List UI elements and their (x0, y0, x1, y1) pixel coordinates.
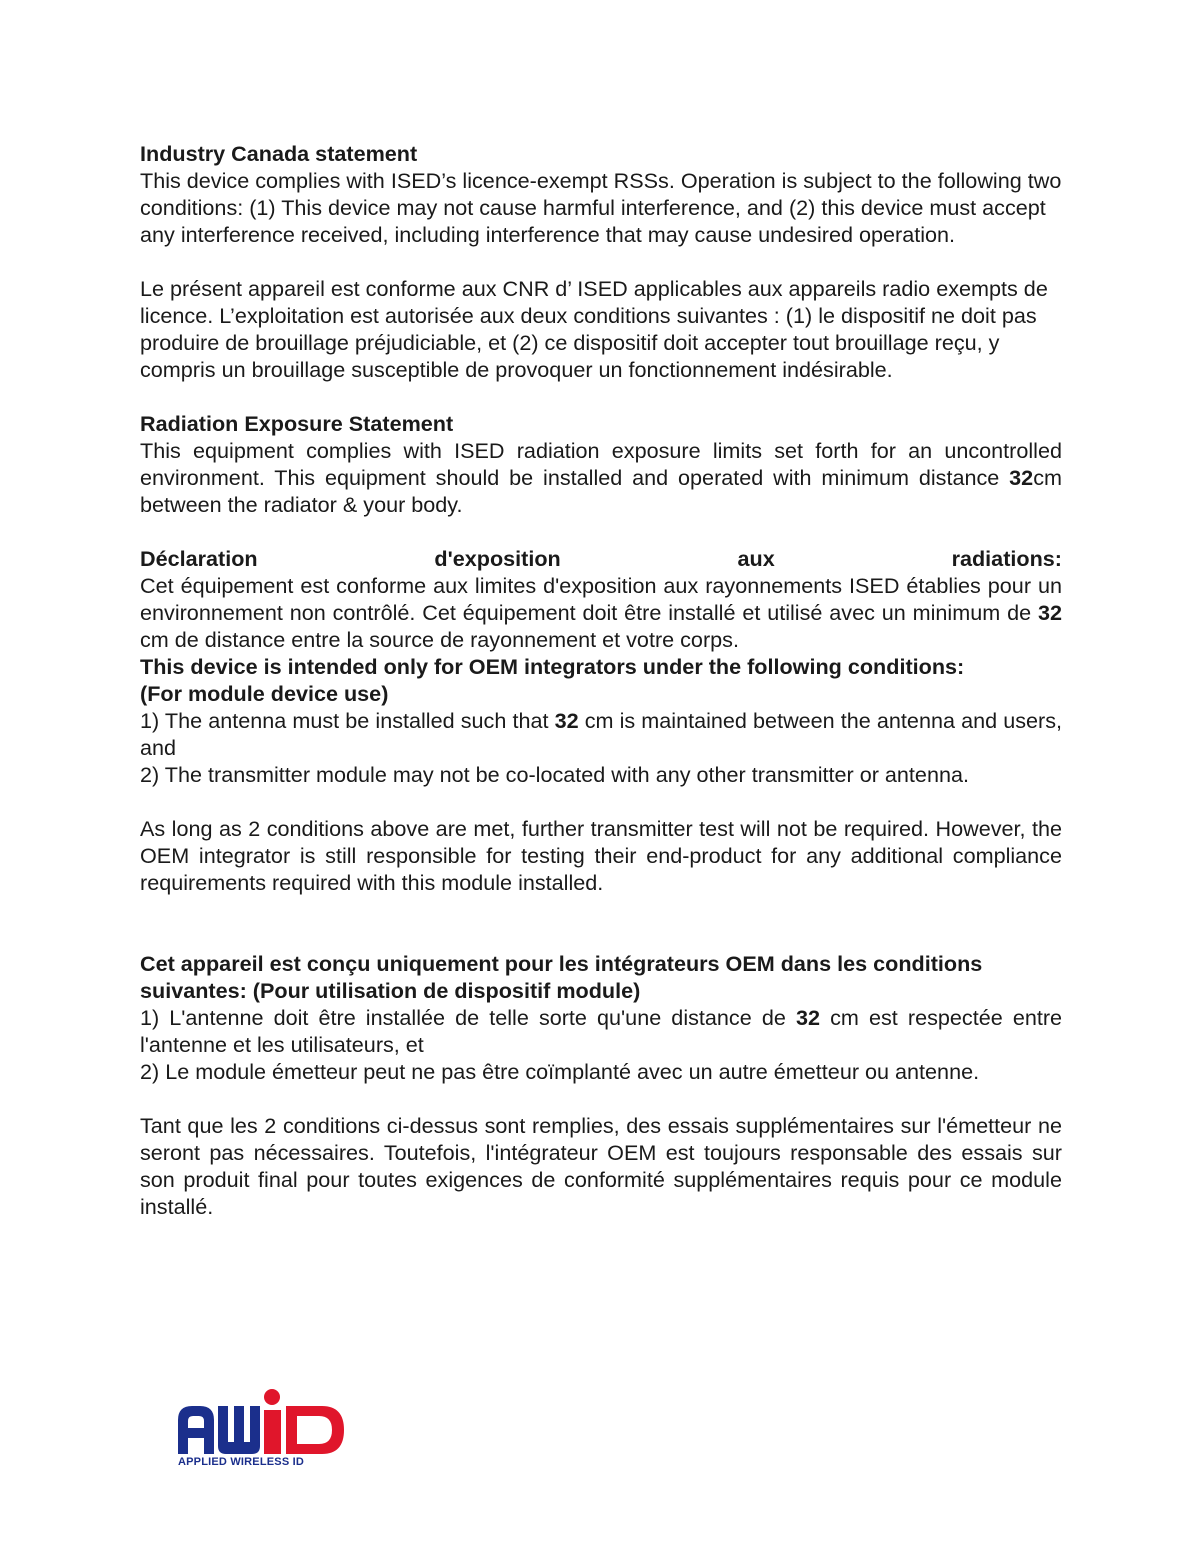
oem-subheading: (For module device use) (140, 681, 389, 706)
oem-condition-2: 2) The transmitter module may not be co-located with any other transmitter or antenna. (140, 762, 969, 787)
awid-logo (176, 1388, 346, 1474)
ic-english-text: This device complies with ISED’s licence-exempt RSSs. Operation is subject to the following two conditions: (1) This device may not cause harmful interference, and (2) this device must accept any interference received, including interference that may cause undesired operation. (140, 168, 1062, 247)
oem-heading: This device is intended only for OEM integrators under the following conditions: (140, 654, 965, 679)
awid-wordmark-icon (176, 1388, 346, 1458)
oem-condition-1: 1) The antenna must be installed such that 32 cm is maintained between the antenna and users, and (140, 708, 1063, 760)
oem-fr-heading: Cet appareil est conçu uniquement pour les intégrateurs OEM dans les conditions suivantes: (Pour utilisation de dispositif module) (140, 951, 983, 1003)
radiation-fr-distance: 32 (1037, 600, 1062, 625)
oem-fr-condition-1: 1) L'antenne doit être installée de telle sorte qu'une distance de 32 cm est respectée entre l'antenne et les utilisateurs, et (140, 1005, 1063, 1057)
radiation-fr-text: Cet équipement est conforme aux limites d'exposition aux rayonnements ISED établies pour un environnement non contrôlé. Cet équipement doit être installé et utilisé avec un minimum de 32 cm de distance entre la source de rayonnement et votre corps. (140, 573, 1062, 652)
oem-note: As long as 2 conditions above are met, further transmitter test will not be required. However, the OEM integrator is still responsible for testing their end-product for any additional compliance requirements required with this module installed. (140, 816, 1062, 895)
radiation-distance: 32 (1009, 465, 1034, 490)
radiation-text: This equipment complies with ISED radiation exposure limits set forth for an uncontrolled environment. This equipment should be installed and operated with minimum distance 32cm between the radiator & your body. (140, 438, 1062, 517)
oem-fr-note: Tant que les 2 conditions ci-dessus sont remplies, des essais supplémentaires sur l'émetteur ne seront pas nécessaires. Toutefois, l'intégrateur OEM est toujours responsable des essais sur son produit final pour toutes exigences de conformité supplémentaires requis pour ce module installé. (140, 1113, 1062, 1219)
oem-fr-condition-2: 2) Le module émetteur peut ne pas être coïmplanté avec un autre émetteur ou antenne. (140, 1059, 980, 1084)
radiation-fr-heading: Déclaration d'exposition aux radiations: (140, 546, 1062, 571)
ic-heading: Industry Canada statement (140, 141, 418, 166)
radiation-heading: Radiation Exposure Statement (140, 411, 454, 436)
ic-french-text: Le présent appareil est conforme aux CNR d’ ISED applicables aux appareils radio exempts de licence. L’exploitation est autorisée aux deux conditions suivantes : (1) le dispositif ne doit pas produire de brouillage préjudiciable, et (2) ce dispositif doit accepter tout brouillage reçu, y compris un brouillage susceptible de provoquer un fonctionnement indésirable. (140, 276, 1048, 382)
awid-tagline: APPLIED WIRELESS ID (178, 1456, 305, 1468)
document-body (140, 140, 1062, 1220)
